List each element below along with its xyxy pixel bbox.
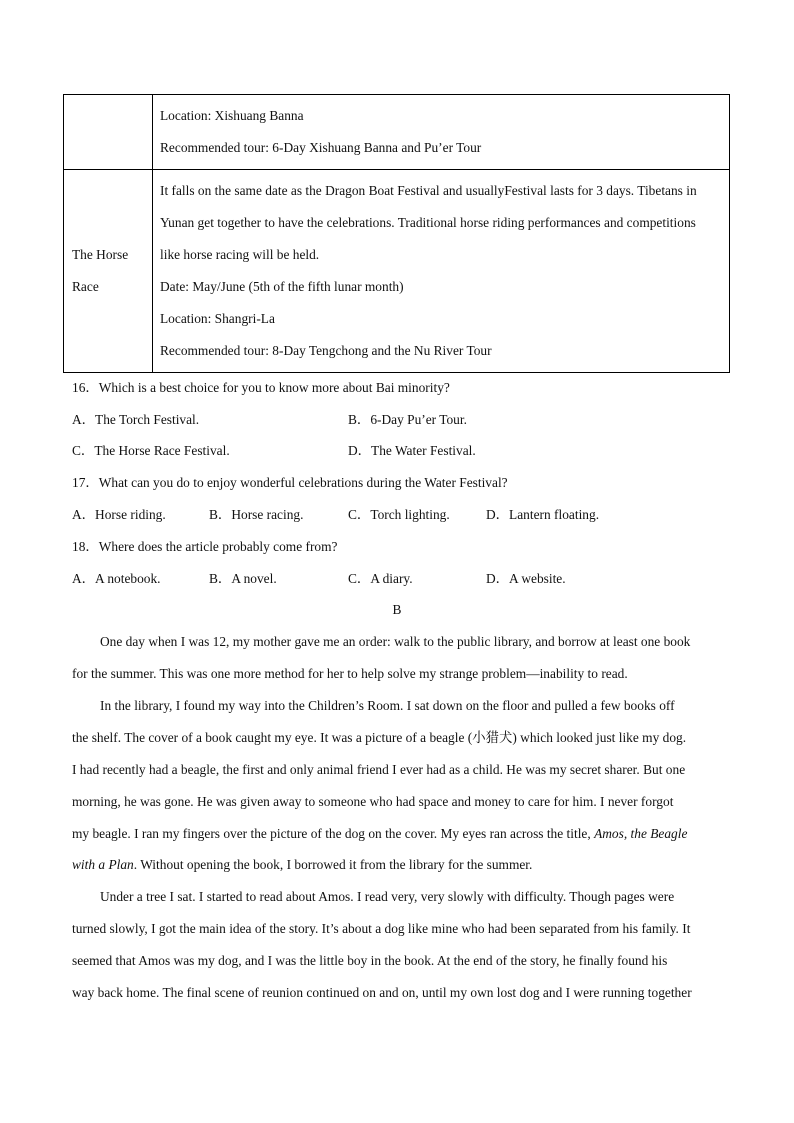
detail-line: Recommended tour: 6-Day Xishuang Banna and Pu’er Tour <box>160 140 482 155</box>
festival-name-line: Race <box>72 279 99 294</box>
question-18-option-c: C．A diary. <box>348 571 413 586</box>
detail-line: It falls on the same date as the Dragon Boat Festival and usuallyFestival lasts for 3 days. Tibetans in <box>160 183 697 198</box>
passage-line: I had recently had a beagle, the first and only animal friend I ever had as a child. He was my secret sharer. But one <box>72 761 686 777</box>
passage-line: seemed that Amos was my dog, and I was the little boy in the book. At the end of the story, he finally found his <box>72 952 668 968</box>
question-17-option-c: C．Torch lighting. <box>348 507 450 522</box>
detail-line: Location: Xishuang Banna <box>160 108 304 123</box>
question-18-option-a: A．A notebook. <box>72 571 161 586</box>
question-18-option-d: D．A website. <box>486 571 566 586</box>
passage-line: Under a tree I sat. I started to read about Amos. I read very, very slowly with difficulty. Though pages were <box>100 889 675 904</box>
passage-text: my beagle. I ran my fingers over the picture of the dog on the cover. My eyes ran across the title, <box>72 825 595 841</box>
section-heading: B <box>392 602 402 617</box>
detail-line: Yunan get together to have the celebrations. Traditional horse riding performances and competitions <box>160 215 696 230</box>
festival-name-cell <box>64 95 153 170</box>
question-17-stem: 17．What can you do to enjoy wonderful celebrations during the Water Festival? <box>72 475 508 490</box>
detail-line: Location: Shangri-La <box>160 311 275 326</box>
question-16-option-b: B．6-Day Pu’er Tour. <box>348 412 467 427</box>
passage-line: the shelf. The cover of a book caught my eye. It was a picture of a beagle (小猎犬) which looked just like my dog. <box>72 729 687 745</box>
question-16-stem: 16．Which is a best choice for you to know more about Bai minority? <box>72 380 450 395</box>
passage-paragraph-3 <box>72 881 724 1009</box>
question-16-option-c: C．The Horse Race Festival. <box>72 443 230 458</box>
festival-name-cell <box>64 170 153 373</box>
passage-line <box>72 818 724 850</box>
passage-line: turned slowly, I got the main idea of the story. It’s about a dog like mine who had been separated from his family. It <box>72 920 691 936</box>
passage-line: way back home. The final scene of reunion continued on and on, until my own lost dog and I were running together <box>72 984 692 1000</box>
question-17-option-b: B．Horse racing. <box>209 507 304 522</box>
question-18-option-b: B．A novel. <box>209 571 277 586</box>
question-17-option-a: A．Horse riding. <box>72 507 166 522</box>
question-16-option-a: A．The Torch Festival. <box>72 412 200 427</box>
book-title: with a Plan <box>72 857 134 873</box>
question-18-stem: 18．Where does the article probably come from? <box>72 539 338 554</box>
festival-detail-cell <box>153 170 730 373</box>
table-row <box>64 95 730 170</box>
detail-line: Recommended tour: 8-Day Tengchong and the Nu River Tour <box>160 343 492 358</box>
detail-line: Date: May/June (5th of the fifth lunar month) <box>160 279 404 294</box>
passage-line: In the library, I found my way into the Children’s Room. I sat down on the floor and pulled a few books off <box>100 698 675 713</box>
passage-text: . Without opening the book, I borrowed it from the library for the summer. <box>133 857 533 873</box>
passage-line: morning, he was gone. He was given away to someone who had space and money to care for him. I never forgot <box>72 793 674 809</box>
festival-name-line: The Horse <box>72 247 129 262</box>
question-17-option-d: D．Lantern floating. <box>486 507 600 522</box>
passage-line: One day when I was 12, my mother gave me an order: walk to the public library, and borrow at least one book <box>100 634 691 649</box>
book-title: Amos, the Beagle <box>594 825 688 841</box>
table-row <box>64 170 730 373</box>
passage-paragraph-1 <box>72 626 724 690</box>
detail-line: like horse racing will be held. <box>160 247 320 262</box>
question-16-option-d: D．The Water Festival. <box>348 443 476 458</box>
festival-table <box>63 94 730 373</box>
passage-line <box>72 849 724 881</box>
passage-paragraph-2 <box>72 690 724 881</box>
passage-line: for the summer. This was one more method for her to help solve my strange problem—inability to read. <box>72 665 628 681</box>
festival-detail-cell <box>153 95 730 170</box>
